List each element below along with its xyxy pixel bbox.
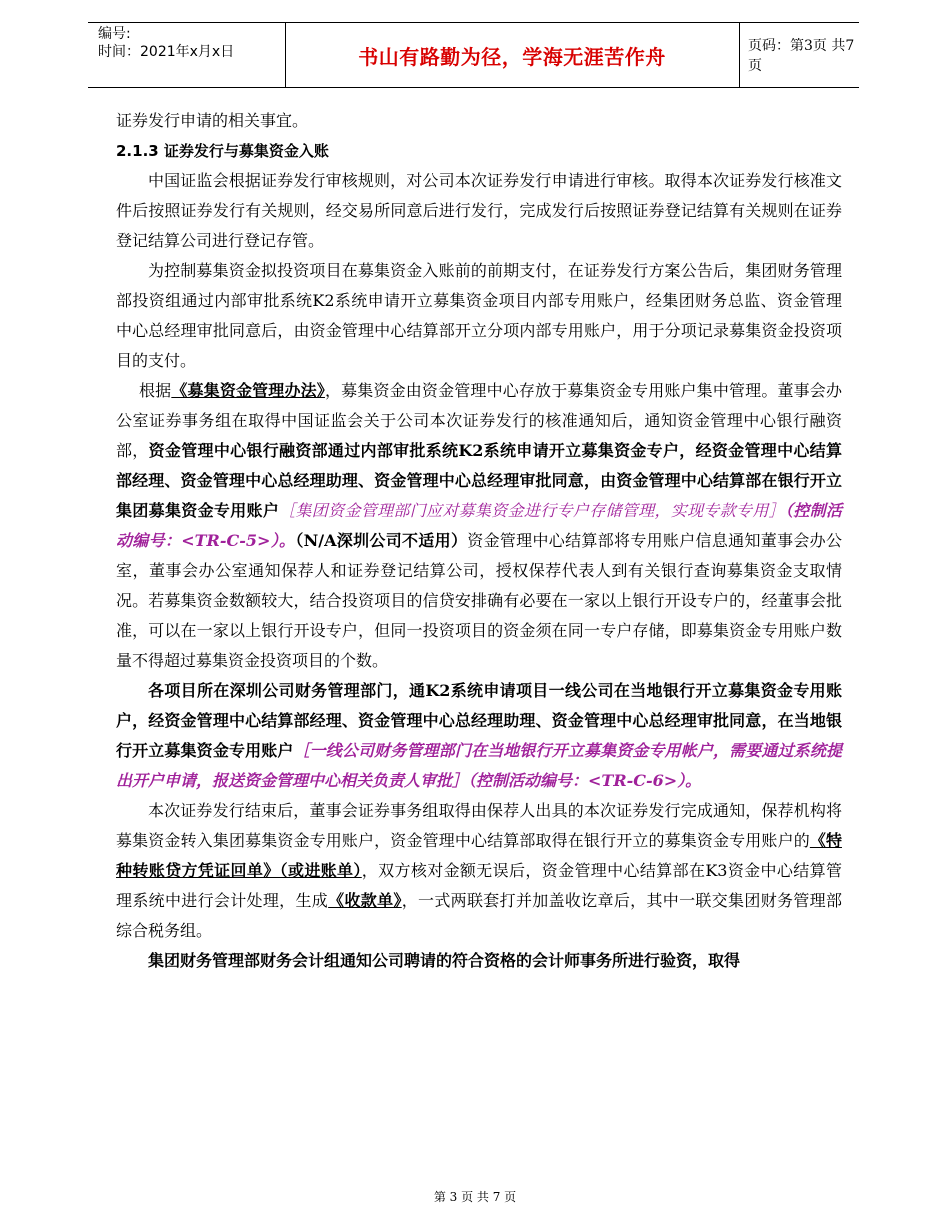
- control-code: （控制活动编号：<TR-C-5>）。: [116, 501, 842, 550]
- header-divider: [739, 23, 740, 87]
- text-run: 本次证券发行结束后，董事会证券事务组取得由保荐人出具的本次证券发行完成通知，保荐机构将募集资金转入集团募集资金专用账户，资金管理中心结算部取得在银行开立的募集资金专用账户的: [116, 801, 842, 850]
- text-run: ，双方核对金额无误后，资金管理中心结算部在K3资金中心结算管理系统中进行会计处理，生成: [116, 861, 842, 910]
- header-motto: 书山有路勤为径，学海无涯苦作舟: [358, 44, 666, 69]
- text-run: 资金管理中心结算部将专用账户信息通知董事会办公室，董事会办公室通知保荐人和证券登记结算公司，授权保荐代表人到有关银行查询募集资金支取情况。若募集资金数额较大，结合投资项目的信贷安排确有必要在一家以上银行开设专户的，经董事会批准，可以在一家以上银行开设专户，但同一投资项目的资金须在同一专户存储，即募集资金专用账户数量不得超过募集资金投资项目的个数。: [116, 531, 842, 670]
- header-meta: [98, 25, 234, 61]
- document-reference: 《收款单》: [328, 891, 402, 910]
- page-header: [88, 22, 859, 88]
- header-page-label: 页码：第3页 共7页: [748, 38, 855, 74]
- paragraph: 为控制募集资金拟投资项目在募集资金入账前的前期支付，在证券发行方案公告后，集团财务管理部投资组通过内部审批系统K2系统申请开立募集资金项目内部专用账户，经集团财务总监、资金管理中心总经理审批同意后，由资金管理中心结算部开立分项内部专用账户，用于分项记录募集资金投资项目的支付。: [116, 261, 842, 370]
- paragraph: 中国证监会根据证券发行审核规则，对公司本次证券发行申请进行审核。取得本次证券发行核准文件后按照证券发行有关规则，经交易所同意后进行发行，完成发行后按照证券登记结算有关规则在证券登记结算公司进行登记存管。: [116, 171, 842, 250]
- number-label: 编号:: [98, 26, 131, 42]
- text-run: ，一式两联套打并加盖收讫章后，其中一联交集团财务管理部综合税务组。: [116, 891, 842, 940]
- paragraph: [116, 676, 842, 796]
- bold-text-run: 资金管理中心银行融资部通过内部审批系统K2系统申请开立募集资金专户，经资金管理中心结算部经理、资金管理中心总经理助理、资金管理中心总经理审批同意，由资金管理中心结算部在银行开立集团募集资金专用账户: [116, 441, 842, 520]
- document-body: [116, 106, 842, 976]
- applicability-note: （N/A深圳公司不适用）: [295, 531, 468, 550]
- time-label: 时间：2021年x月x日: [98, 44, 235, 60]
- document-reference: 《特种转账贷方凭证回单》（或进账单）: [116, 831, 842, 880]
- text-run: ，募集资金由资金管理中心存放于募集资金专用账户集中管理。董事会办公室证券事务组在取得中国证监会关于公司本次证券发行的核准通知后，通知资金管理中心银行融资部，: [116, 381, 842, 460]
- paragraph: [116, 796, 842, 946]
- control-code: （控制活动编号：<TR-C-6>）。: [468, 771, 702, 790]
- control-note: ［集团资金管理部门应对募集资金进行专户存储管理，实现专款专用］: [279, 501, 786, 520]
- document-reference: 《募集资金管理办法》: [171, 381, 325, 400]
- paragraph: [116, 376, 842, 676]
- bold-text-run: 各项目所在深圳公司财务管理部门，通K2系统申请项目一线公司在当地银行开立募集资金专用账户，经资金管理中心结算部经理、资金管理中心总经理助理、资金管理中心总经理审批同意，在当地银行开立募集资金专用账户: [116, 681, 842, 760]
- section-heading: 2.1.3 证券发行与募集资金入账: [116, 142, 329, 160]
- control-note: ［一线公司财务管理部门在当地银行开立募集资金专用帐户，需要通过系统提出开户申请，报送资金管理中心相关负责人审批］: [116, 741, 842, 790]
- paragraph: 证券发行申请的相关事宜。: [116, 111, 309, 130]
- paragraph: 集团财务管理部财务会计组通知公司聘请的符合资格的会计师事务所进行验资，取得: [148, 951, 741, 970]
- page-footer: 第 3 页 共 7 页: [433, 1190, 517, 1204]
- text-run: 根据: [139, 381, 172, 400]
